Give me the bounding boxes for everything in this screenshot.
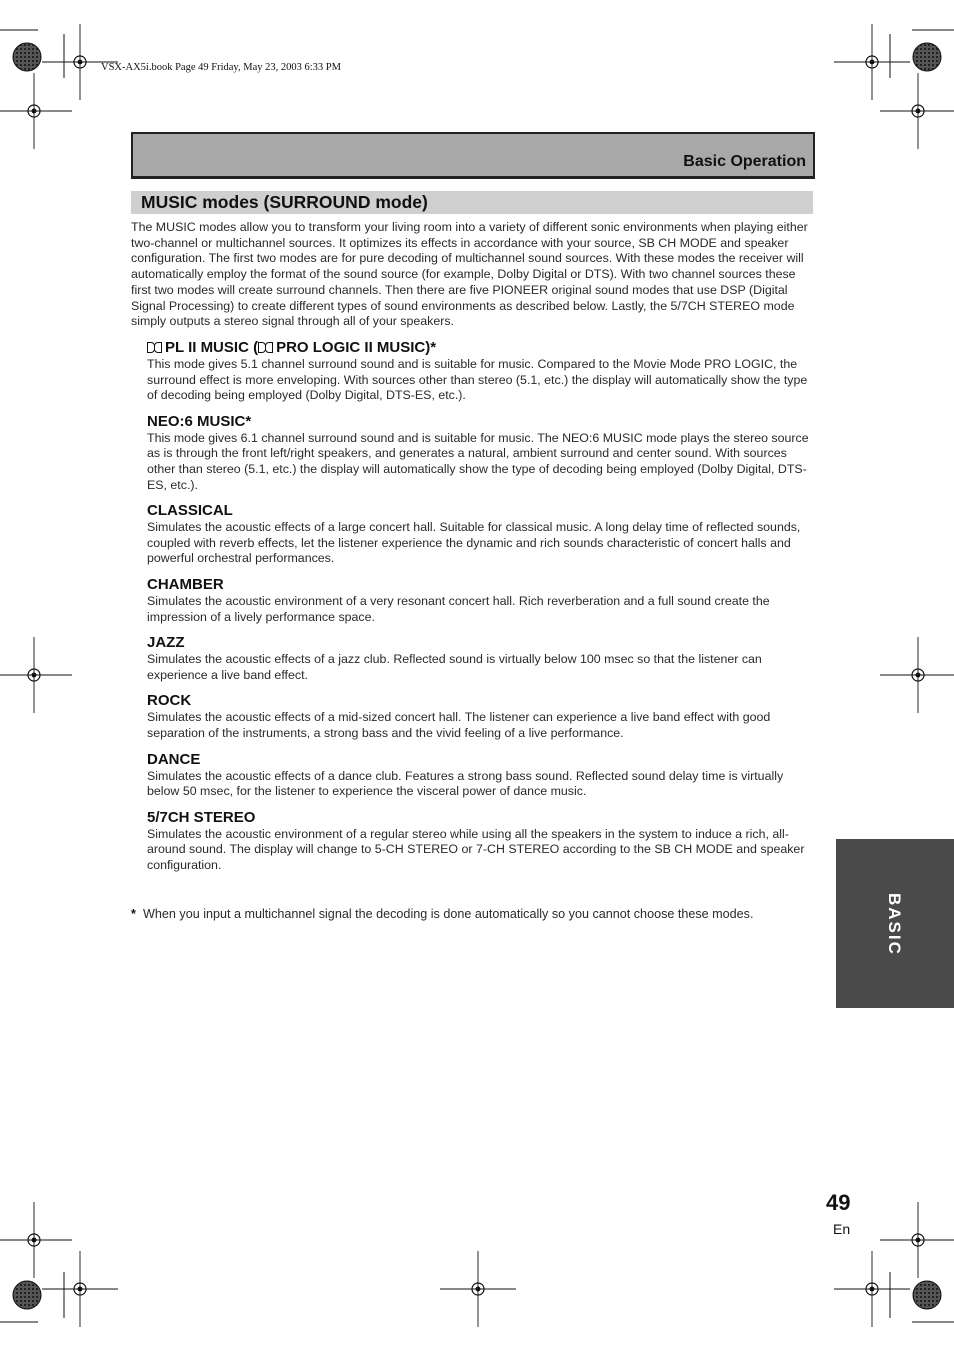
header-title: Basic Operation bbox=[683, 153, 806, 170]
mode-title: CLASSICAL bbox=[147, 502, 233, 520]
side-tab bbox=[836, 839, 954, 1008]
mode-description: Simulates the acoustic effects of a mid-sized concert hall. The listener can experience a live band effect with good separation of the instruments, a strong bass and the vivid feeling of a live performance. bbox=[147, 710, 771, 740]
section-title: MUSIC modes (SURROUND mode) bbox=[141, 192, 428, 212]
mode-neo6-music bbox=[147, 413, 815, 493]
mode-classical bbox=[147, 502, 815, 567]
mode-pl2-music bbox=[147, 339, 815, 404]
mode-dance bbox=[147, 751, 815, 800]
mode-description: Simulates the acoustic effects of a jazz club. Reflected sound is virtually below 100 msec so that the listener can experience a live band effect. bbox=[147, 652, 762, 682]
print-info: VSX-AX5i.book Page 49 Friday, May 23, 2003 6:33 PM bbox=[101, 62, 341, 73]
mode-description: This mode gives 6.1 channel surround sound and is suitable for music. The NEO:6 MUSIC mode plays the stereo source as is through the front left/right speakers, and generates a natural, ambient surround and center sound. With sources other than stereo (5.1, etc.) the display will automatically show the type of decoding being employed (Dolby Digital, DTS-ES, etc.). bbox=[147, 430, 809, 492]
mode-rock bbox=[147, 692, 815, 741]
mode-title: ROCK bbox=[147, 692, 192, 710]
mode-title: 5/7CH STEREO bbox=[147, 808, 256, 826]
mode-description: Simulates the acoustic environment of a very resonant concert hall. Rich reverberation and a full sound create the impression of a lively performance space. bbox=[147, 593, 770, 624]
dolby-double-d-icon bbox=[258, 342, 274, 352]
modes-list bbox=[147, 339, 815, 882]
header-band bbox=[131, 132, 815, 179]
mode-title: DANCE bbox=[147, 750, 201, 768]
mode-title bbox=[147, 339, 815, 357]
footnote bbox=[131, 907, 815, 923]
mode-title: NEO:6 MUSIC* bbox=[147, 412, 252, 430]
side-tab-label: BASIC bbox=[885, 893, 904, 956]
mode-57ch-stereo bbox=[147, 809, 815, 874]
footnote-text: When you input a multichannel signal the decoding is done automatically so you cannot choose these modes. bbox=[143, 907, 754, 921]
mode-title: JAZZ bbox=[147, 634, 185, 652]
mode-chamber bbox=[147, 576, 815, 625]
mode-title-part1: PL II MUSIC ( bbox=[165, 339, 259, 356]
intro-paragraph: The MUSIC modes allow you to transform your living room into a variety of different sonic environments when playing either two-channel or multichannel sources. It optimizes its effects in accordance with your source, SB CH MODE and speaker configuration. The first two modes are for pure decoding of multichannel sound sources. With these modes the receiver will automatically employ the format of the sound source (for example, Dolby Digital or DTS). With two channel sources these first two modes will create surround channels. Then there are five PIONEER original sound modes that use DSP (Digital Signal Processing) to create different types of sound environments as described below. Lastly, the 5/7CH STEREO mode simply outputs a stereo signal through all of your speakers. bbox=[131, 220, 808, 329]
mode-jazz bbox=[147, 634, 815, 683]
page-number: 49 bbox=[826, 1190, 851, 1215]
mode-description: Simulates the acoustic environment of a regular stereo while using all the speakers in the system to induce a rich, all-around sound. The display will change to 5-CH STEREO or 7-CH STEREO according to the SB CH MODE and speaker configuration. bbox=[147, 826, 805, 872]
page-language: En bbox=[833, 1221, 851, 1237]
mode-title-part2: PRO LOGIC II MUSIC)* bbox=[276, 339, 437, 356]
mode-description: Simulates the acoustic effects of a dance club. Features a strong bass sound. Reflected sound delay time is virtually below 50 msec, for the listener to experience the visceral power of dance music. bbox=[147, 768, 784, 799]
mode-description: This mode gives 5.1 channel surround sound and is suitable for music. Compared to the Movie Mode PRO LOGIC, the surround effect is more enveloping. With sources other than stereo (5.1, etc.) the display will automatically show the type of decoding being employed (Dolby Digital, DTS-ES, etc.). bbox=[147, 357, 808, 403]
section-band bbox=[131, 191, 813, 214]
dolby-double-d-icon bbox=[147, 342, 163, 352]
mode-title: CHAMBER bbox=[147, 575, 224, 593]
mode-description: Simulates the acoustic effects of a large concert hall. Suitable for classical music. A long delay time of reflected sounds, coupled with reverb effects, let the listener experience the dynamic and rich sounds characteristic of concert halls and powerful orchestral performances. bbox=[147, 520, 801, 566]
footnote-marker: * bbox=[131, 907, 136, 921]
